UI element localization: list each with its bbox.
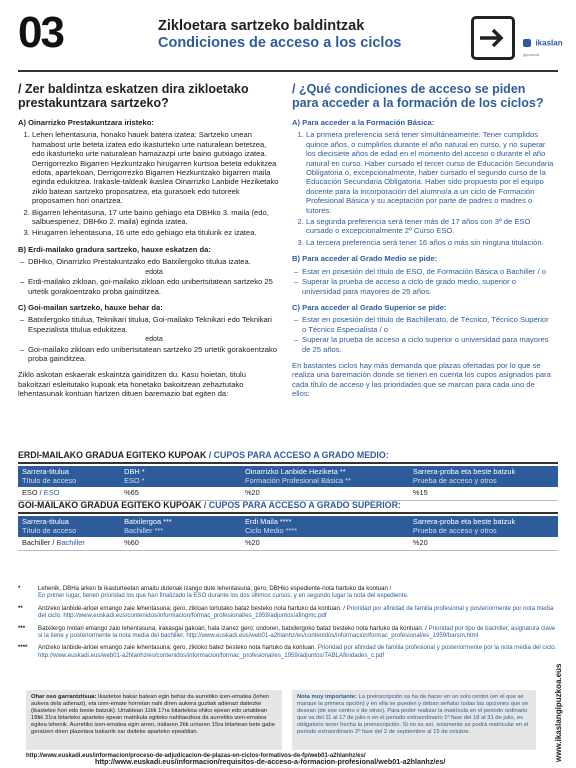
list-item: 3. La tercera preferencia será tener 16 años o más sin ninguna titulación. <box>306 238 554 247</box>
footnote: ** Antzeko lanbide-arloei emango zaie lehentasuna; gero, zikloan lortutako bataz besteko nota hartuko da kontuan. / Prioridad por afinidad de familia profesional y posteriormente por nota media del ciclo. http://www.euskadi.eus/contenidos/informacion/formac_profesional/es_1959/adjuntos/afingmc.pdf <box>18 604 554 620</box>
section-a-title: A) Oinarrizko Prestakuntzara iristeko: <box>18 118 154 127</box>
list-item: 2. La segunda preferencia será tener más de 17 años con 3º de ESO cursado o excepcionalmente 2º Curso ESO. <box>306 217 554 236</box>
section-c-list <box>292 315 554 354</box>
important-note-spanish: Nota muy importante: La preinscripción sa ha de hacer en un solo centro (en el que se marque la primera opción) y en ella se pueden y deban señalar todas las opciones que se desean (de ese centro o de otros). Para poder realizar la matrícula en el periodo ordinario que va del 11 al 17 de julio o en el periodo extraordinario 1º fase del 18 al 31 de julio, es obligatorio tener hecha la preinscripción. Si no es así, solamente se podrá matricular en el periodo extraordinario 2º fase del 2 de septiembre al 15 de octubre. <box>292 690 536 750</box>
section-b-title: B) Para acceder al Grado Medio se pide: <box>292 254 438 264</box>
footnote: * Lehenik, DBHa arken bi ikasturteetan amaitu dutenak izango dute lehentasuna; gero, DBHko espediente-nota hartuko da kontuan / En primer lugar, tienen prioridad los que han finalizado la ESO durante los dos últimos cursos, y en segundo lugar la nota del expediente. <box>18 585 409 600</box>
list-item: – Goi-mailako zikloan edo unibertsitatean sartzeko 25 urtetik gorakoentzako proba gainditzea. <box>28 345 280 364</box>
table-row: Bachiller / Bachiller %60 %20 %20 <box>18 537 558 551</box>
procedure-link[interactable]: http://www.euskadi.eus/informacion/proceso-de-adjudicacion-de-plazas-en-ciclos-formativos-de-fp/web01-a2hlanhz/es/ <box>26 753 366 759</box>
table-title: GOI-MAILAKO GRADUA EGITEKO KUPOAK / CUPOS PARA ACCESO A GRADO SUPERIOR: <box>18 500 558 514</box>
section-a-title: A) Para acceder a la Formación Básica: <box>292 118 435 127</box>
table-header: Sarrera-titulua Título de acceso Batxilergoa *** Bachiller *** Erdi Maila **** Ciclo Medio **** Sarrera-proba eta beste batzuk Prueba de acceso y otros <box>18 516 558 537</box>
quota-table-grado-superior <box>18 500 558 551</box>
section-b-list <box>292 267 554 296</box>
website-vertical-label[interactable]: www.ikaslangipuzkoa.eus <box>554 663 563 762</box>
list-item: 1. Lehen lehentasuna, honako hauek batera izatea: Sartzeko unean hamabost urte beteta izatea edo ikasturteko urte naturalean betetzea, edo ikasturteko urte naturalean hamazazpi urte baino gutxiago izatea. Derrigorrezko Bigarren Hezkuntzako hirugarren kurtsoa beteta edukitzea edota, apartekoan, Derrigorrezko Bigarren Hezkuntzako bigarren maila eginda edukitzea. Irakasle-taldeak ikaslea Oinarrizko Lanbide Heziketako ziklo batean sartzeko proposatzea, eta gurasoek edo tutoreek proposamen hori onartzea. <box>32 130 280 205</box>
edota-label: edota <box>145 268 163 276</box>
section-c-title: C) Goi-mailan sartzeko, hauxe behar da: <box>18 302 163 312</box>
footnote: **** Antzeko lanbide-arloei emango zaie lehentasuna; gero, zikloko batez besteko nota hartuko da kontuan. Prioridad por afinidad de familia profesional y posteriormente por la nota media del ciclo. http://www.euskadi.eus/web01-a2hlanhz/es/contenidos/informacion/formac_profesional/es_1959/adjuntos/TABLAfinidades_c.pdf <box>18 644 557 659</box>
section-c-title: C) Para acceder al Grado Superior se pide: <box>292 302 447 312</box>
table-title: ERDI-MAILAKO GRADUA EGITEKO KUPOAK / CUPOS PARA ACCESO A GRADO MEDIO: <box>18 450 558 464</box>
section-titles <box>158 18 458 52</box>
list-item: – DBHko, Oinarrizko Prestakuntzako edo Batxilergoko titulua izatea. <box>28 257 280 266</box>
closing-paragraph: Ziklo askotan eskaerak eskaintza gainditzen du. Kasu hoietan, titulu bakoitzari esleitutako kupoak eta honetako bakoitzean zehaztutako lehentasunak kontuan hartzen dituen baremazio bat egiten da: <box>18 370 246 399</box>
list-item: 1. La primera preferencia será tener simultáneamente: Tener cumplidos quince años, o cumplirlos durante el año natural en curso, y no superar los diecisiete años de edad en el momento del acceso o durante el año natural en curso. Haber cursado el tercer curso de Educación Secundaria Obligatoria o, excepcionalmente, haber cursado el segundo curso de la Educación Secundaria Obligatoria. Haber sido propuesto por el equipo docente para la incorporación del alumno/a a un ciclo de Formación Profesional Básica y su aceptación por parte de padres o madres o tutores. <box>306 130 554 215</box>
quota-table-grado-medio <box>18 450 558 501</box>
footer-link[interactable]: http://www.euskadi.eus/informacion/requisitos-de-acceso-a-formacion-profesional/web01-a2hlanhz/es/ <box>95 757 446 766</box>
list-item: – Batxilergoko titulua, Teknikari titulua, Goi-mailako Teknikari edo Teknikari Espezialista titulua edukitzea. <box>28 315 280 334</box>
footnote: *** Batxilergo motari emango zaio lehentasuna, irakasgai gakoari, hala izanez gero; ondoren, batxilergoko bataz besteko nota hartuko da kontuan. / Prioridad por tipo de bachiller, asignatura clave si la tiene y posteriormente la nota media del bachiller. http://www.euskadi.eus/web01-a2hlanhz/es/contenidos/informacion/formac_profesional/es_1959/barsm.html <box>18 624 556 640</box>
important-note-basque: Ohar oso garrantzitsua: Ikastetxe bakar batean egin behar da aurretiko izen-ematea (lehen aukera dela adierazi), eta izen-emate horretan nahi diren aukera guztiak adierazi daitezke (ikastetxe hori edo beste batzuk). Urtaldean 11tik 17ra bitartekoa ohiko epean edo urtaldean 18tik 31ra bitarteko aparteko epean matrikula egiteko nahitaezkoa da aurretiko izen-ematea egitea lehenik. Aurretiko izen-ematea egin arren, irailaren 2tik urriaren 15ra bitartean bete gabe geratzen diren plazetara bakarrik sar daiteke aparteko epealdian. <box>26 690 282 750</box>
section-a-list <box>18 130 280 237</box>
question-heading-basque: / Zer baldintza eskatzen dira zikloetako prestakuntzara sartzeko? <box>18 82 249 110</box>
exit-arrow-icon <box>471 16 515 60</box>
list-item: 2. Bigarren lehentasuna, 17 urte baino gehiago eta DBHko 3. maila (edo, salbuespenez, DBHko 2. maila) eginda izatea. <box>32 208 280 227</box>
table-header: Sarrera-titulua Título de acceso DBH * ESO * Oinarrizko Lanbide Heziketa ** Formación Profesional Básica ** Sarrera-proba eta beste batzuk Prueba de acceso y otros <box>18 466 558 487</box>
list-item: – Superar la prueba de acceso a ciclo de grado medio, superior o universidad para mayores de 25 años. <box>302 277 554 296</box>
table-row: ESO / ESO %65 %20 %15 <box>18 487 558 501</box>
edota-label: edota <box>145 336 163 344</box>
header-divider <box>18 70 558 72</box>
section-a-list <box>292 130 554 247</box>
page-header <box>18 8 563 60</box>
ikaslan-logo: ikaslan gipuzkoa <box>523 38 563 57</box>
left-column-basque <box>18 82 280 399</box>
section-c-list <box>18 315 280 363</box>
title-spanish: Condiciones de acceso a los ciclos <box>158 35 402 51</box>
section-b-list <box>18 257 280 296</box>
title-basque: Zikloetara sartzeko baldintzak <box>158 18 365 34</box>
footnotes <box>18 585 558 664</box>
list-item: 3. Hirugarren lehentasuna, 16 urte edo gehiago eta titulurik ez izatea. <box>32 228 280 237</box>
list-item: – Superar la prueba de acceso a ciclo superior o universidad para mayores de 25 años. <box>302 335 554 354</box>
list-item: – Estar en posesión del título de ESO, de Formación Básica o Bachiller / o <box>302 267 554 276</box>
list-item: – Erdi-mailako zikloan, goi-mailako zikloan edo unibertsitatean sartzeko 25 urtetik gorakoentzako proba gainditzea. <box>28 277 280 296</box>
section-b-title: B) Erdi-mailako gradura sartzeko, hauxe eskatzen da: <box>18 244 211 254</box>
list-item: – Estar en posesión del título de Bachillerato, de Técnico, Técnico Superior o Técnico Especialista / o <box>302 315 554 334</box>
closing-paragraph: En bastantes ciclos hay más demanda que plazas ofertadas por lo que se realiza una baremación donde se tienen en cuenta los cupos asignados para cada título de acceso y las prioridades que se marcan para cada uno de ellos: <box>292 360 551 399</box>
right-column-spanish <box>292 82 554 399</box>
question-heading-spanish: / ¿Qué condiciones de acceso se piden para acceder a la formación de los ciclos? <box>292 82 544 110</box>
section-number: 03 <box>18 8 63 57</box>
